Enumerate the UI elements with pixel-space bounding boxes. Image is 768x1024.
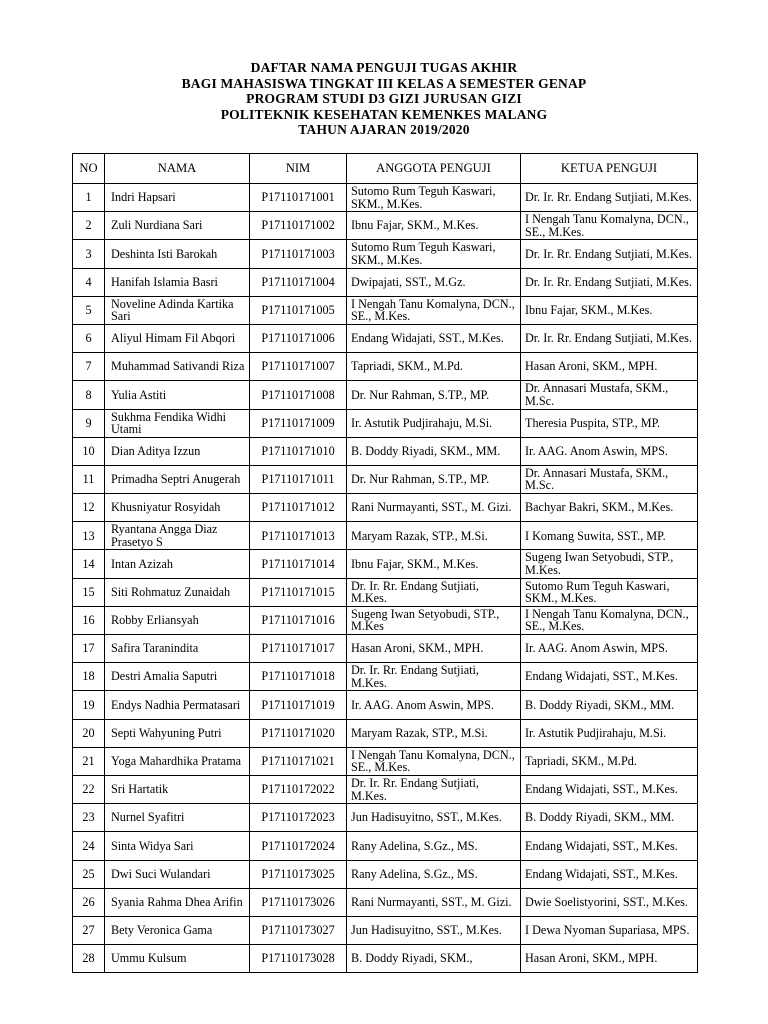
table-header-row xyxy=(73,154,698,184)
cell-anggota-penguji: Rani Nurmayanti, SST., M. Gizi. xyxy=(347,494,521,522)
cell-no: 27 xyxy=(73,916,105,944)
table-row xyxy=(73,916,698,944)
cell-anggota-penguji: Ir. Astutik Pudjirahaju, M.Si. xyxy=(347,409,521,437)
cell-anggota-penguji: B. Doddy Riyadi, SKM., MM. xyxy=(347,437,521,465)
cell-nama: Septi Wahyuning Putri xyxy=(105,719,250,747)
cell-nim: P17110171018 xyxy=(250,663,347,691)
table-row xyxy=(73,747,698,775)
examiner-table xyxy=(72,153,698,973)
cell-nim: P17110173027 xyxy=(250,916,347,944)
table-row xyxy=(73,465,698,493)
cell-nim: P17110172022 xyxy=(250,775,347,803)
cell-nim: P17110171003 xyxy=(250,240,347,268)
column-header-no: NO xyxy=(73,154,105,184)
cell-ketua-penguji: Ir. AAG. Anom Aswin, MPS. xyxy=(521,635,698,663)
cell-ketua-penguji: Ibnu Fajar, SKM., M.Kes. xyxy=(521,296,698,324)
cell-ketua-penguji: Endang Widajati, SST., M.Kes. xyxy=(521,832,698,860)
table-row xyxy=(73,945,698,973)
table-row xyxy=(73,860,698,888)
cell-nim: P17110171007 xyxy=(250,353,347,381)
cell-no: 4 xyxy=(73,268,105,296)
cell-anggota-penguji: Sutomo Rum Teguh Kaswari, SKM., M.Kes. xyxy=(347,240,521,268)
cell-nim: P17110173025 xyxy=(250,860,347,888)
cell-anggota-penguji: Dr. Nur Rahman, S.TP., MP. xyxy=(347,381,521,409)
cell-nama: Siti Rohmatuz Zunaidah xyxy=(105,578,250,606)
cell-ketua-penguji: Dr. Ir. Rr. Endang Sutjiati, M.Kes. xyxy=(521,184,698,212)
table-row xyxy=(73,804,698,832)
cell-no: 28 xyxy=(73,945,105,973)
cell-no: 20 xyxy=(73,719,105,747)
cell-nama: Muhammad Sativandi Riza xyxy=(105,353,250,381)
table-row xyxy=(73,212,698,240)
cell-anggota-penguji: Dr. Ir. Rr. Endang Sutjiati, M.Kes. xyxy=(347,663,521,691)
cell-ketua-penguji: Sugeng Iwan Setyobudi, STP., M.Kes. xyxy=(521,550,698,578)
column-header-ketua-penguji: KETUA PENGUJI xyxy=(521,154,698,184)
cell-nama: Ummu Kulsum xyxy=(105,945,250,973)
cell-no: 8 xyxy=(73,381,105,409)
cell-nama: Sri Hartatik xyxy=(105,775,250,803)
table-row xyxy=(73,663,698,691)
cell-anggota-penguji: Tapriadi, SKM., M.Pd. xyxy=(347,353,521,381)
cell-ketua-penguji: Endang Widajati, SST., M.Kes. xyxy=(521,663,698,691)
cell-nim: P17110173028 xyxy=(250,945,347,973)
cell-anggota-penguji: Rany Adelina, S.Gz., MS. xyxy=(347,832,521,860)
cell-ketua-penguji: Ir. AAG. Anom Aswin, MPS. xyxy=(521,437,698,465)
table-row xyxy=(73,606,698,634)
cell-anggota-penguji: Sugeng Iwan Setyobudi, STP., M.Kes xyxy=(347,606,521,634)
table-row xyxy=(73,550,698,578)
cell-anggota-penguji: I Nengah Tanu Komalyna, DCN., SE., M.Kes. xyxy=(347,296,521,324)
cell-no: 26 xyxy=(73,888,105,916)
cell-ketua-penguji: I Dewa Nyoman Supariasa, MPS. xyxy=(521,916,698,944)
cell-nama: Safira Taranindita xyxy=(105,635,250,663)
cell-anggota-penguji: Maryam Razak, STP., M.Si. xyxy=(347,719,521,747)
cell-anggota-penguji: Rani Nurmayanti, SST., M. Gizi. xyxy=(347,888,521,916)
cell-nim: P17110171010 xyxy=(250,437,347,465)
cell-ketua-penguji: Endang Widajati, SST., M.Kes. xyxy=(521,775,698,803)
cell-no: 12 xyxy=(73,494,105,522)
cell-nama: Yoga Mahardhika Pratama xyxy=(105,747,250,775)
cell-no: 23 xyxy=(73,804,105,832)
cell-ketua-penguji: Sutomo Rum Teguh Kaswari, SKM., M.Kes. xyxy=(521,578,698,606)
cell-nama: Hanifah Islamia Basri xyxy=(105,268,250,296)
cell-nim: P17110171011 xyxy=(250,465,347,493)
cell-anggota-penguji: I Nengah Tanu Komalyna, DCN., SE., M.Kes. xyxy=(347,747,521,775)
title-line-3: PROGRAM STUDI D3 GIZI JURUSAN GIZI xyxy=(246,91,522,107)
cell-no: 25 xyxy=(73,860,105,888)
cell-nim: P17110171004 xyxy=(250,268,347,296)
column-header-nim: NIM xyxy=(250,154,347,184)
cell-no: 13 xyxy=(73,522,105,550)
cell-nim: P17110171019 xyxy=(250,691,347,719)
cell-anggota-penguji: Hasan Aroni, SKM., MPH. xyxy=(347,635,521,663)
table-row xyxy=(73,578,698,606)
cell-anggota-penguji: Ibnu Fajar, SKM., M.Kes. xyxy=(347,550,521,578)
cell-nama: Endys Nadhia Permatasari xyxy=(105,691,250,719)
column-header-anggota-penguji: ANGGOTA PENGUJI xyxy=(347,154,521,184)
cell-nama: Zuli Nurdiana Sari xyxy=(105,212,250,240)
cell-anggota-penguji: Dr. Ir. Rr. Endang Sutjiati, M.Kes. xyxy=(347,578,521,606)
table-row xyxy=(73,437,698,465)
cell-nama: Aliyul Himam Fil Abqori xyxy=(105,324,250,352)
cell-nama: Noveline Adinda Kartika Sari xyxy=(105,296,250,324)
cell-ketua-penguji: Bachyar Bakri, SKM., M.Kes. xyxy=(521,494,698,522)
cell-ketua-penguji: I Nengah Tanu Komalyna, DCN., SE., M.Kes. xyxy=(521,212,698,240)
cell-no: 22 xyxy=(73,775,105,803)
cell-no: 21 xyxy=(73,747,105,775)
table-row xyxy=(73,494,698,522)
cell-ketua-penguji: Dr. Ir. Rr. Endang Sutjiati, M.Kes. xyxy=(521,268,698,296)
cell-ketua-penguji: I Nengah Tanu Komalyna, DCN., SE., M.Kes. xyxy=(521,606,698,634)
cell-ketua-penguji: I Komang Suwita, SST., MP. xyxy=(521,522,698,550)
cell-ketua-penguji: Dr. Ir. Rr. Endang Sutjiati, M.Kes. xyxy=(521,324,698,352)
cell-nama: Sinta Widya Sari xyxy=(105,832,250,860)
table-row xyxy=(73,381,698,409)
cell-no: 6 xyxy=(73,324,105,352)
cell-nama: Deshinta Isti Barokah xyxy=(105,240,250,268)
cell-no: 9 xyxy=(73,409,105,437)
cell-nama: Ryantana Angga Diaz Prasetyo S xyxy=(105,522,250,550)
cell-nim: P17110172023 xyxy=(250,804,347,832)
cell-ketua-penguji: Endang Widajati, SST., M.Kes. xyxy=(521,860,698,888)
cell-nim: P17110171005 xyxy=(250,296,347,324)
table-row xyxy=(73,888,698,916)
cell-nim: P17110171020 xyxy=(250,719,347,747)
cell-no: 2 xyxy=(73,212,105,240)
title-line-4: POLITEKNIK KESEHATAN KEMENKES MALANG xyxy=(220,106,548,122)
cell-nim: P17110171017 xyxy=(250,635,347,663)
cell-anggota-penguji: Jun Hadisuyitno, SST., M.Kes. xyxy=(347,804,521,832)
cell-nim: P17110171016 xyxy=(250,606,347,634)
cell-no: 14 xyxy=(73,550,105,578)
table-row xyxy=(73,324,698,352)
cell-ketua-penguji: B. Doddy Riyadi, SKM., MM. xyxy=(521,691,698,719)
cell-no: 18 xyxy=(73,663,105,691)
cell-nama: Indri Hapsari xyxy=(105,184,250,212)
table-row xyxy=(73,268,698,296)
cell-anggota-penguji: Dr. Nur Rahman, S.TP., MP. xyxy=(347,465,521,493)
cell-ketua-penguji: Theresia Puspita, STP., MP. xyxy=(521,409,698,437)
cell-nama: Dian Aditya Izzun xyxy=(105,437,250,465)
table-row xyxy=(73,296,698,324)
table-row xyxy=(73,522,698,550)
cell-nim: P17110171012 xyxy=(250,494,347,522)
cell-ketua-penguji: Dwie Soelistyorini, SST., M.Kes. xyxy=(521,888,698,916)
table-row xyxy=(73,240,698,268)
cell-nama: Khusniyatur Rosyidah xyxy=(105,494,250,522)
cell-nama: Intan Azizah xyxy=(105,550,250,578)
cell-nim: P17110172024 xyxy=(250,832,347,860)
cell-no: 19 xyxy=(73,691,105,719)
cell-no: 7 xyxy=(73,353,105,381)
cell-ketua-penguji: Hasan Aroni, SKM., MPH. xyxy=(521,353,698,381)
cell-nama: Yulia Astiti xyxy=(105,381,250,409)
cell-nim: P17110171002 xyxy=(250,212,347,240)
cell-anggota-penguji: Dr. Ir. Rr. Endang Sutjiati, M.Kes. xyxy=(347,775,521,803)
cell-nim: P17110171001 xyxy=(250,184,347,212)
cell-no: 1 xyxy=(73,184,105,212)
cell-nim: P17110173026 xyxy=(250,888,347,916)
cell-ketua-penguji: Dr. Annasari Mustafa, SKM., M.Sc. xyxy=(521,465,698,493)
cell-nama: Dwi Suci Wulandari xyxy=(105,860,250,888)
cell-nama: Primadha Septri Anugerah xyxy=(105,465,250,493)
cell-anggota-penguji: Ibnu Fajar, SKM., M.Kes. xyxy=(347,212,521,240)
cell-nama: Bety Veronica Gama xyxy=(105,916,250,944)
cell-ketua-penguji: B. Doddy Riyadi, SKM., MM. xyxy=(521,804,698,832)
cell-ketua-penguji: Hasan Aroni, SKM., MPH. xyxy=(521,945,698,973)
table-body xyxy=(73,184,698,973)
cell-nim: P17110171014 xyxy=(250,550,347,578)
cell-nama: Sukhma Fendika Widhi Utami xyxy=(105,409,250,437)
cell-ketua-penguji: Dr. Annasari Mustafa, SKM., M.Sc. xyxy=(521,381,698,409)
cell-no: 5 xyxy=(73,296,105,324)
cell-anggota-penguji: Maryam Razak, STP., M.Si. xyxy=(347,522,521,550)
cell-anggota-penguji: Sutomo Rum Teguh Kaswari, SKM., M.Kes. xyxy=(347,184,521,212)
cell-ketua-penguji: Ir. Astutik Pudjirahaju, M.Si. xyxy=(521,719,698,747)
cell-nim: P17110171009 xyxy=(250,409,347,437)
table-row xyxy=(73,635,698,663)
cell-nim: P17110171021 xyxy=(250,747,347,775)
column-header-nama: NAMA xyxy=(105,154,250,184)
table-row xyxy=(73,691,698,719)
cell-no: 3 xyxy=(73,240,105,268)
cell-anggota-penguji: Jun Hadisuyitno, SST., M.Kes. xyxy=(347,916,521,944)
cell-ketua-penguji: Dr. Ir. Rr. Endang Sutjiati, M.Kes. xyxy=(521,240,698,268)
cell-anggota-penguji: B. Doddy Riyadi, SKM., xyxy=(347,945,521,973)
cell-no: 24 xyxy=(73,832,105,860)
table-row xyxy=(73,775,698,803)
cell-anggota-penguji: Endang Widajati, SST., M.Kes. xyxy=(347,324,521,352)
table-row xyxy=(73,409,698,437)
table-row xyxy=(73,832,698,860)
cell-ketua-penguji: Tapriadi, SKM., M.Pd. xyxy=(521,747,698,775)
table-row xyxy=(73,719,698,747)
cell-no: 17 xyxy=(73,635,105,663)
title-line-1: DAFTAR NAMA PENGUJI TUGAS AKHIR xyxy=(250,60,518,75)
cell-nim: P17110171013 xyxy=(250,522,347,550)
cell-nim: P17110171015 xyxy=(250,578,347,606)
cell-no: 11 xyxy=(73,465,105,493)
title-line-2: BAGI MAHASISWA TINGKAT III KELAS A SEMESTER GENAP xyxy=(181,75,587,91)
cell-anggota-penguji: Rany Adelina, S.Gz., MS. xyxy=(347,860,521,888)
cell-no: 15 xyxy=(73,578,105,606)
cell-nama: Syania Rahma Dhea Arifin xyxy=(105,888,250,916)
cell-nama: Destri Amalia Saputri xyxy=(105,663,250,691)
cell-nama: Nurnel Syafitri xyxy=(105,804,250,832)
table-row xyxy=(73,184,698,212)
cell-anggota-penguji: Ir. AAG. Anom Aswin, MPS. xyxy=(347,691,521,719)
cell-nim: P17110171008 xyxy=(250,381,347,409)
table-row xyxy=(73,353,698,381)
cell-nama: Robby Erliansyah xyxy=(105,606,250,634)
title-line-5: TAHUN AJARAN 2019/2020 xyxy=(298,122,470,138)
cell-no: 10 xyxy=(73,437,105,465)
cell-no: 16 xyxy=(73,606,105,634)
document-title xyxy=(0,60,768,138)
cell-nim: P17110171006 xyxy=(250,324,347,352)
cell-anggota-penguji: Dwipajati, SST., M.Gz. xyxy=(347,268,521,296)
